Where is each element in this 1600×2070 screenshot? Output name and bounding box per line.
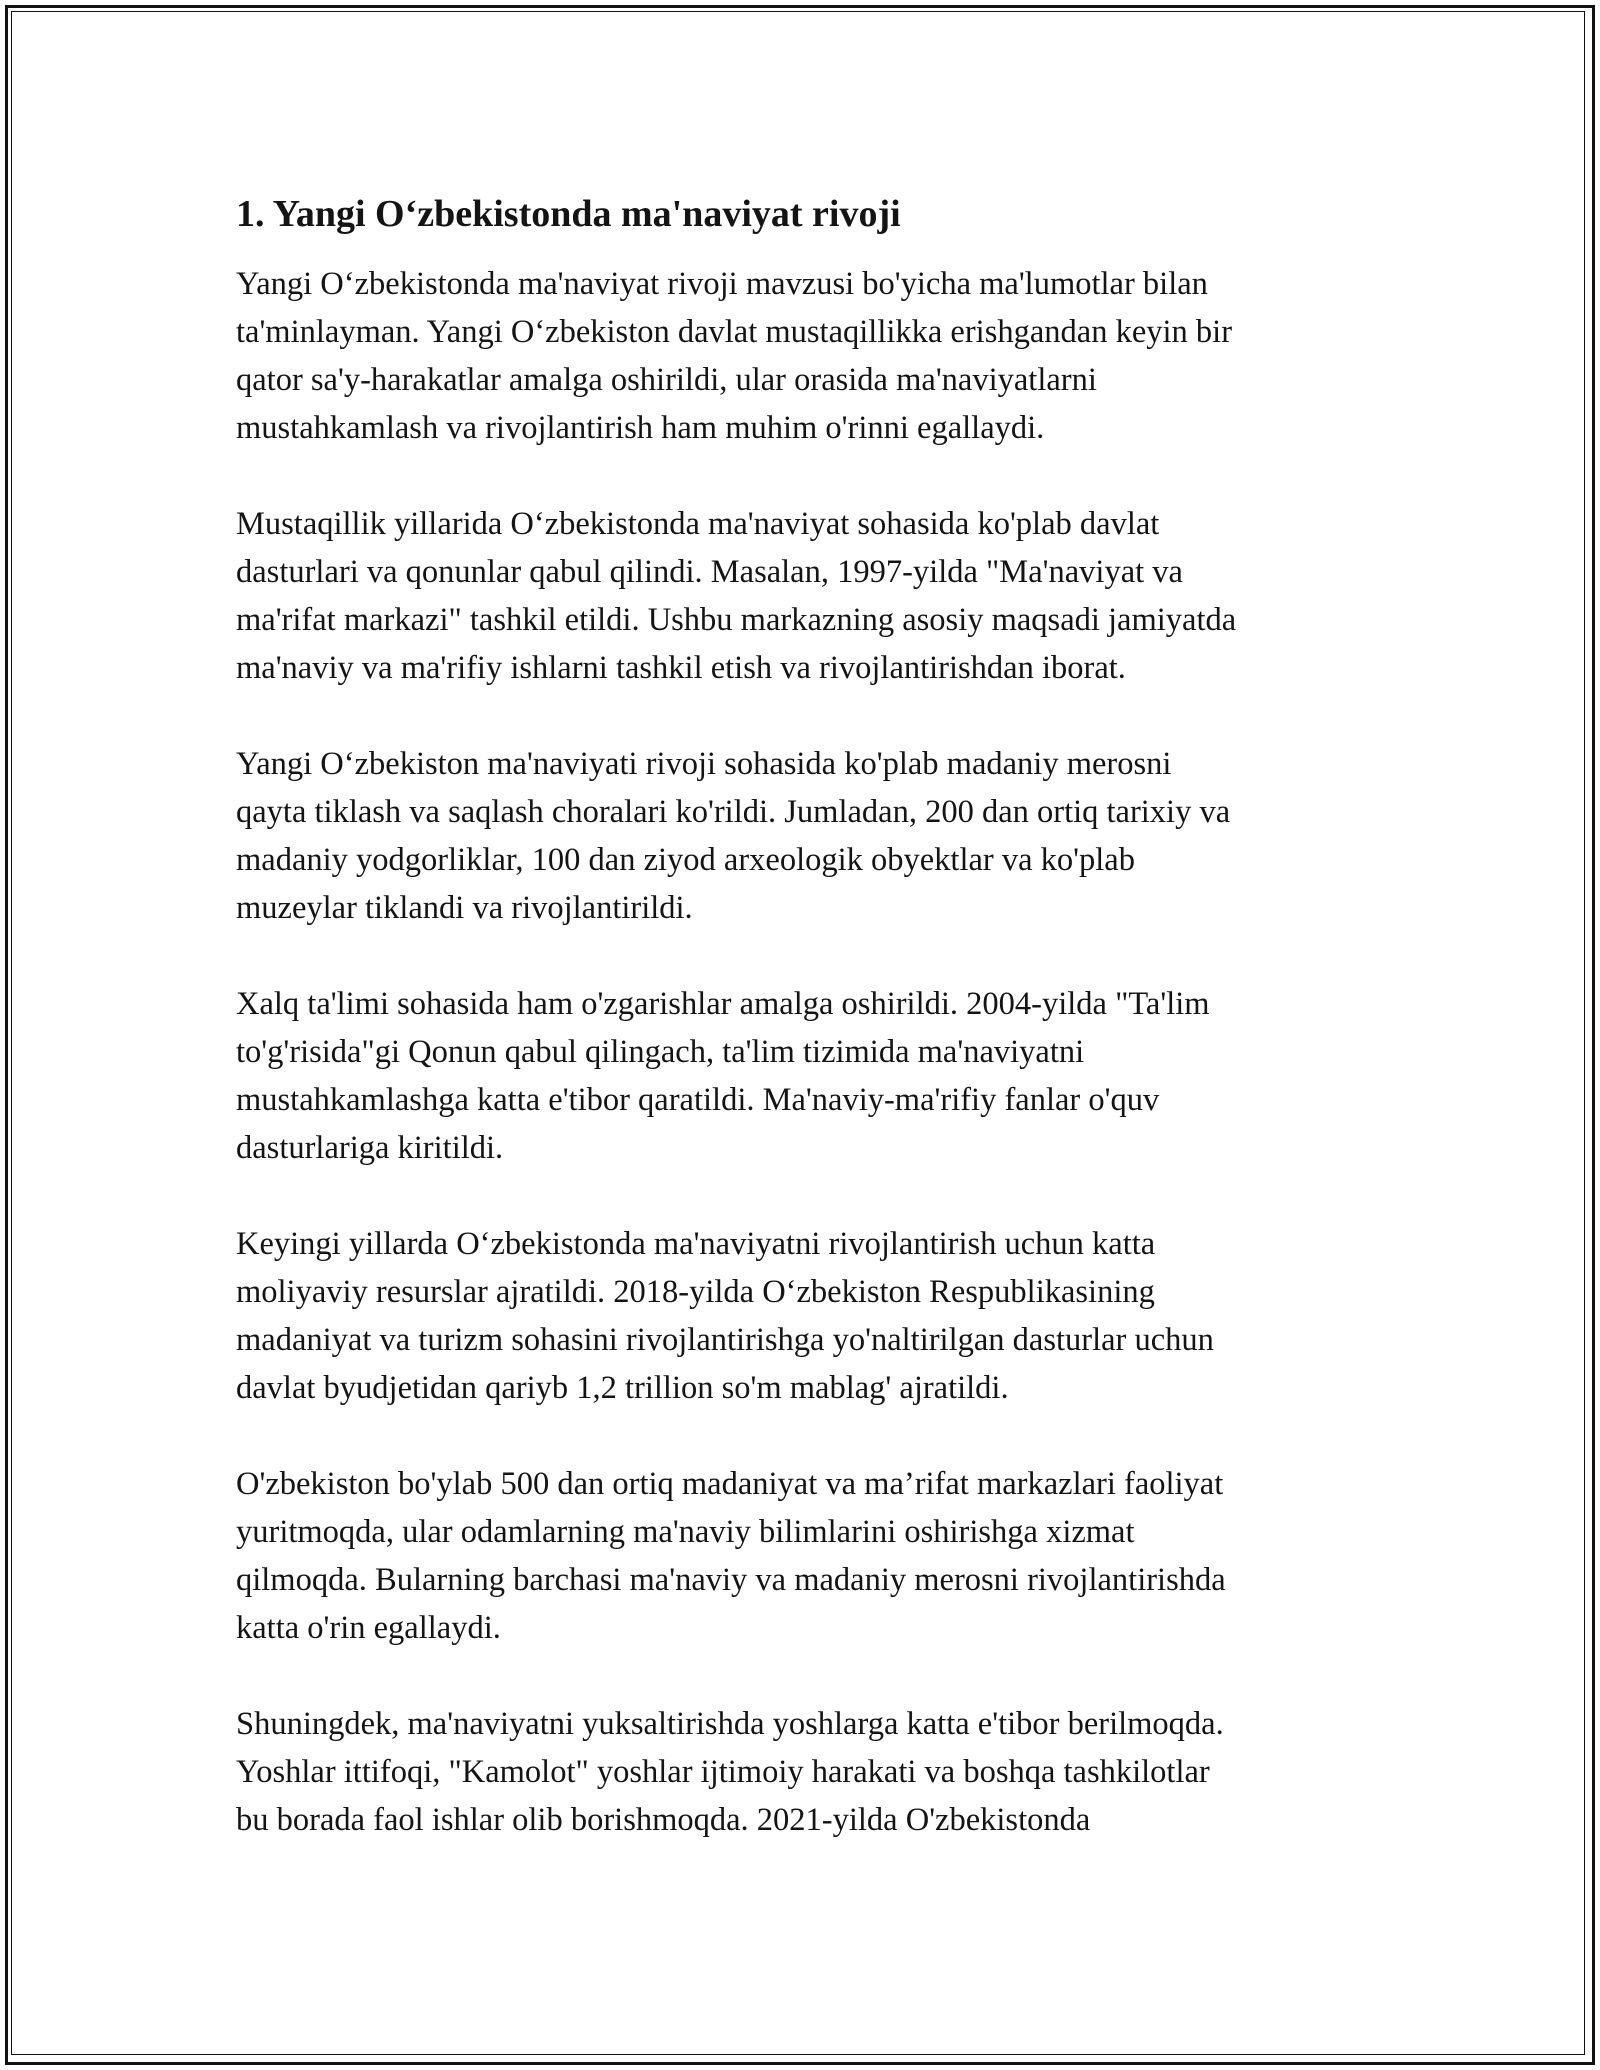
paragraph-7: Shuningdek, ma'naviyatni yuksaltirishda yoshlarga katta e'tibor berilmoqda. Yoshlar ittifoqi, "Kamolot" yoshlar ijtimoiy harakati va boshqa tashkilotlar bu borada faol ishlar olib borishmoqda. 2021-yilda O'zbekistonda bbox=[236, 1706, 1224, 1838]
paragraph-5: Keyingi yillarda O‘zbekistonda ma'naviyatni rivojlantirish uchun katta moliyaviy resurslar ajratildi. 2018-yilda O‘zbekiston Respublikasining madaniyat va turizm sohasini rivojlantirishga yo'naltirilgan dasturlar uchun davlat byudjetidan qariyb 1,2 trillion so'm mablag' ajratildi. bbox=[236, 1226, 1214, 1406]
paragraph-3: Yangi O‘zbekiston ma'naviyati rivoji sohasida ko'plab madaniy merosni qayta tiklash va saqlash choralari ko'rildi. Jumladan, 200 dan ortiq tarixiy va madaniy yodgorliklar, 100 dan ziyod arxeologik obyektlar va ko'plab muzeylar tiklandi va rivojlantirildi. bbox=[236, 746, 1231, 926]
document-body bbox=[236, 188, 1386, 1892]
paragraph-4: Xalq ta'limi sohasida ham o'zgarishlar amalga oshirildi. 2004-yilda "Ta'lim to'g'risida"gi Qonun qabul qilingach, ta'lim tizimida ma'naviyatni mustahkamlashga katta e'tibor qaratildi. Ma'naviy-ma'rifiy fanlar o'quv dasturlariga kiritildi. bbox=[236, 986, 1210, 1166]
paragraph-2: Mustaqillik yillarida O‘zbekistonda ma'naviyat sohasida ko'plab davlat dasturlari va qonunlar qabul qilindi. Masalan, 1997-yilda "Ma'naviyat va ma'rifat markazi" tashkil etildi. Ushbu markazning asosiy maqsadi jamiyatda ma'naviy va ma'rifiy ishlarni tashkil etish va rivojlantirishdan iborat. bbox=[236, 506, 1237, 686]
document-title: 1. Yangi O‘zbekistonda ma'naviyat rivoji bbox=[236, 193, 901, 235]
paragraph-1: Yangi O‘zbekistonda ma'naviyat rivoji mavzusi bo'yicha ma'lumotlar bilan ta'minlayman. Yangi O‘zbekiston davlat mustaqillikka erishgandan keyin bir qator sa'y-harakatlar amalga oshirildi, ular orasida ma'naviyatlarni mustahkamlash va rivojlantirish ham muhim o'rinni egallaydi. bbox=[236, 266, 1233, 446]
paragraph-6: O'zbekiston bo'ylab 500 dan ortiq madaniyat va ma’rifat markazlari faoliyat yuritmoqda, ular odamlarning ma'naviy bilimlarini oshirishga xizmat qilmoqda. Bularning barchasi ma'naviy va madaniy merosni rivojlantirishda katta o'rin egallaydi. bbox=[236, 1466, 1226, 1646]
